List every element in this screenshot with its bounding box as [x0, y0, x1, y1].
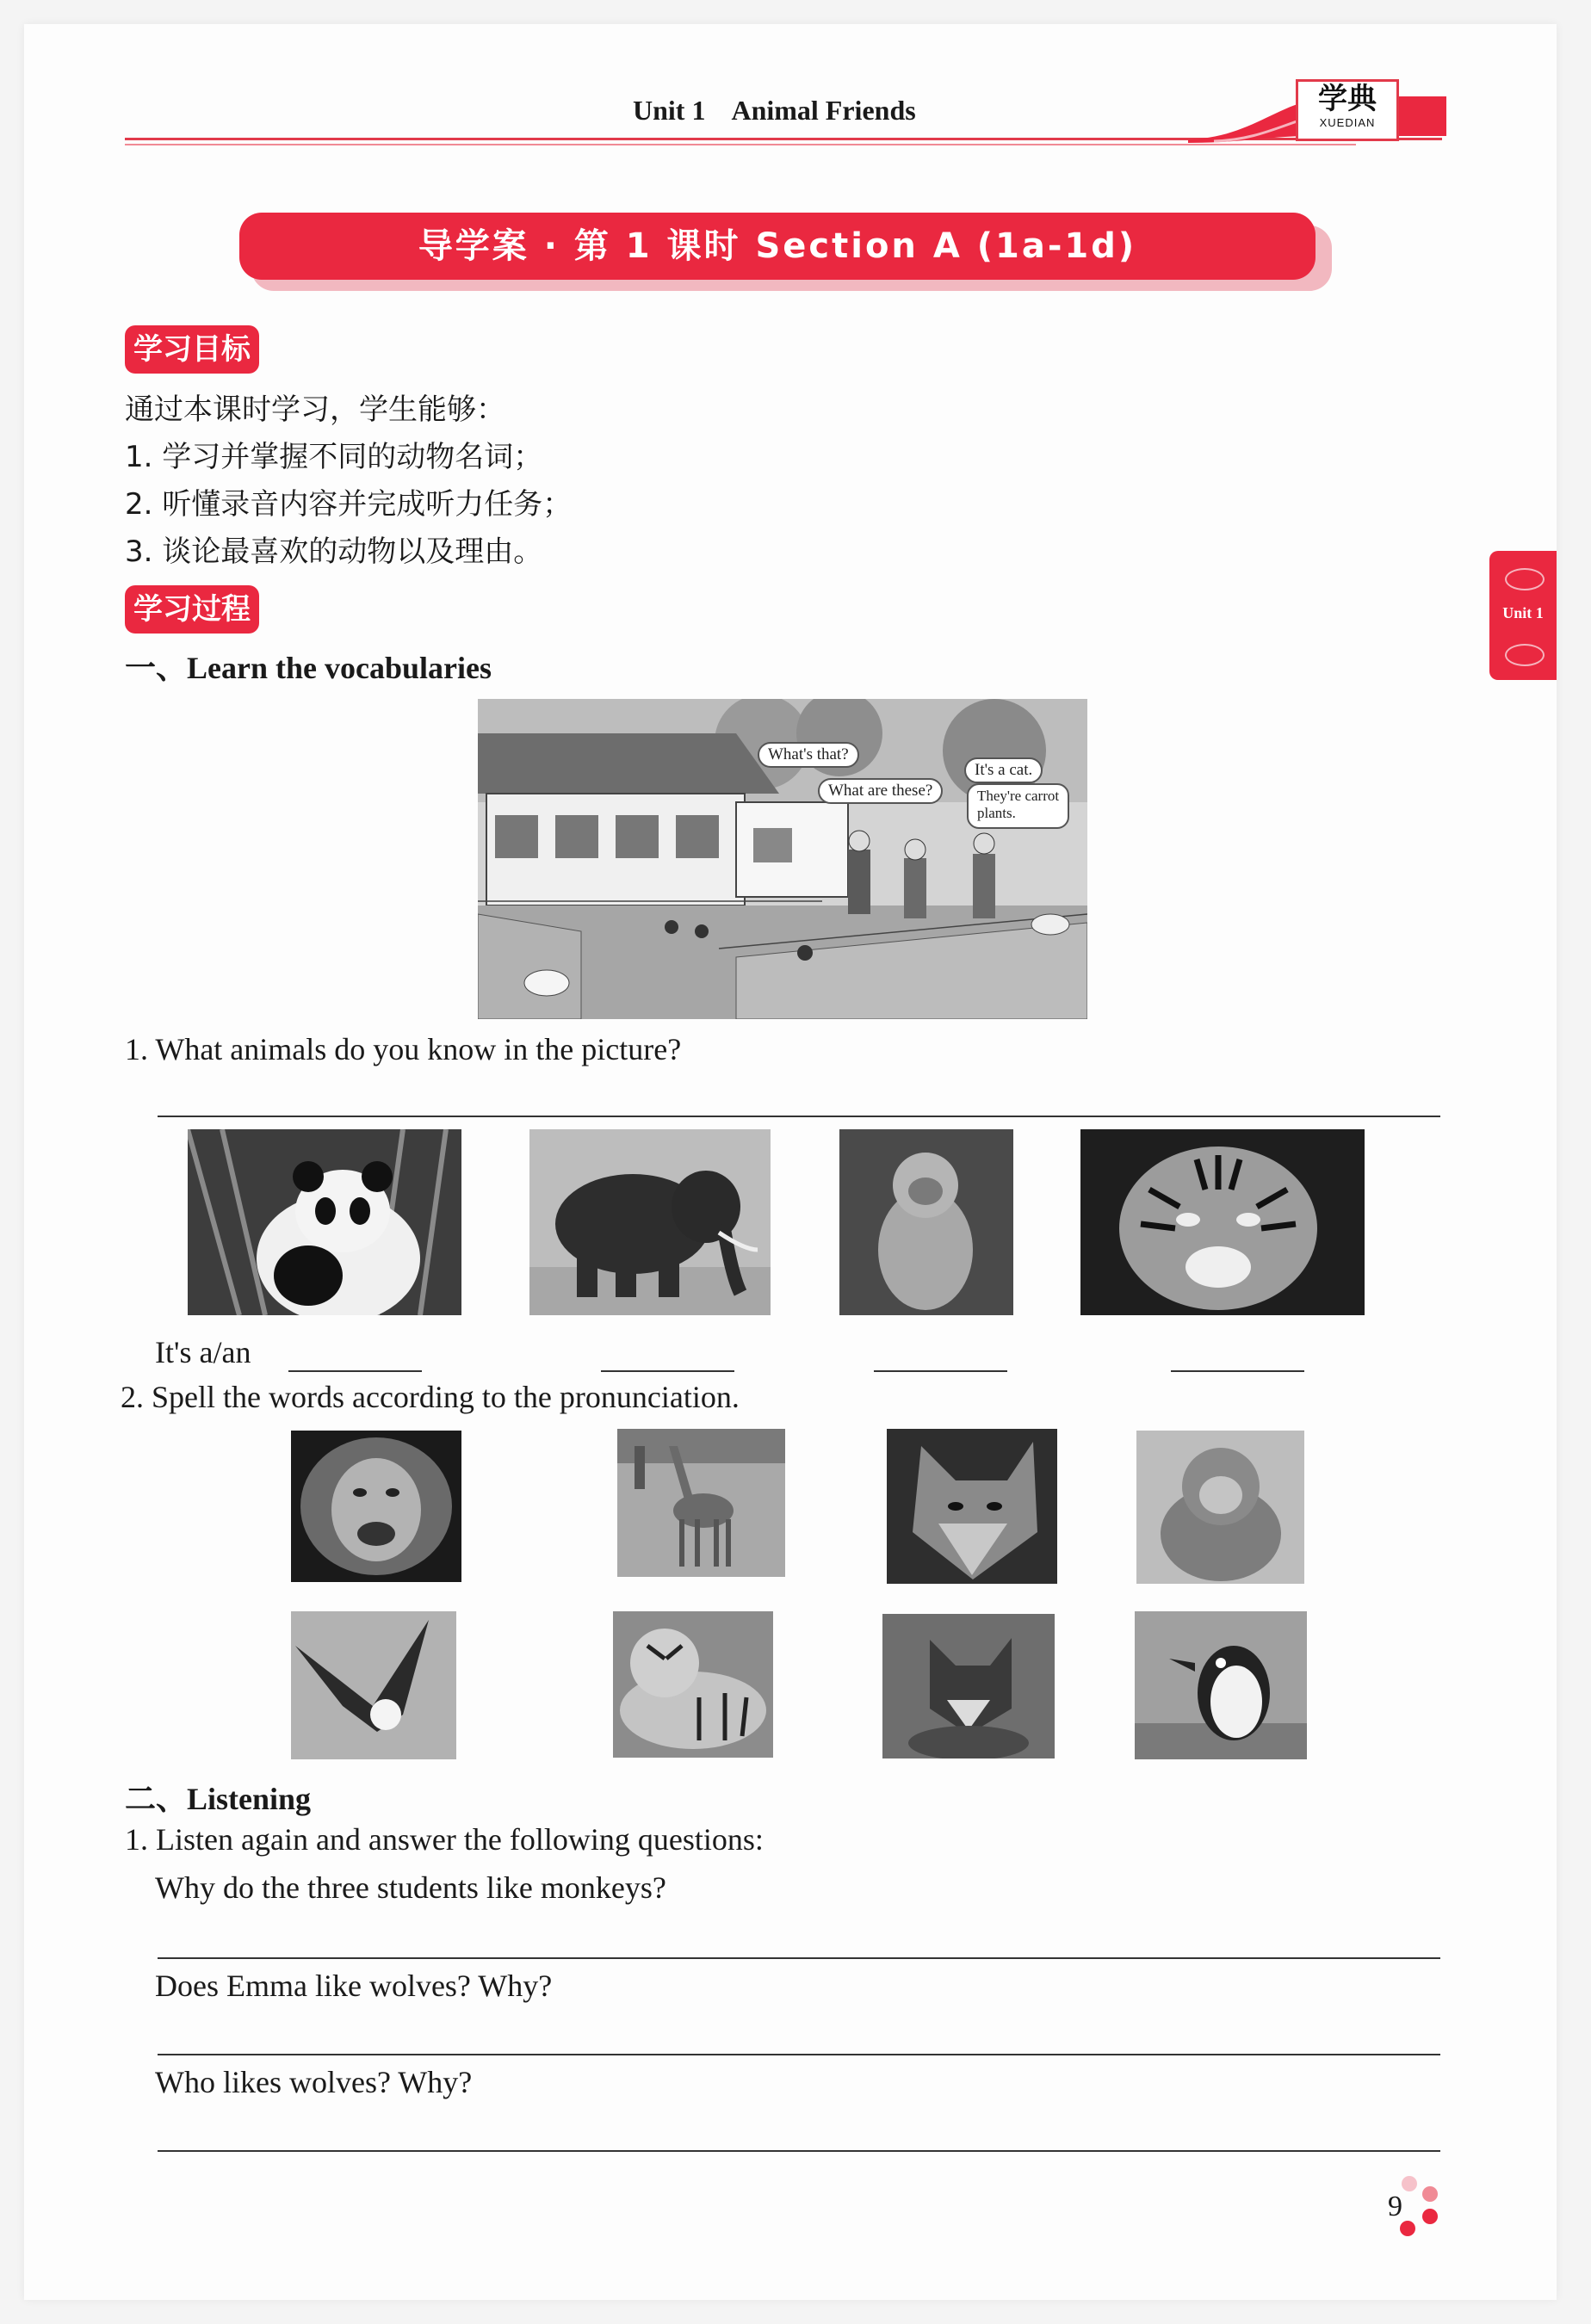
running-header [633, 95, 916, 127]
monkey-photo-2 [1136, 1431, 1304, 1584]
objective-item: 1. 学习并掌握不同的动物名词； [125, 440, 543, 474]
publisher-logo: 学典 XUEDIAN [1296, 79, 1399, 141]
page-number: 9 [1388, 2191, 1402, 2222]
wing-ornament-icon [1505, 644, 1545, 666]
blank-line[interactable] [288, 1370, 422, 1372]
side-tab-label: Unit 1 [1502, 604, 1544, 621]
question-1: 1. What animals do you know in the picture? [125, 1032, 682, 1066]
speech-bubble: What's that? [758, 742, 859, 768]
dot-ornament-icon [1402, 2176, 1417, 2191]
answer-line[interactable] [158, 1116, 1440, 1117]
giraffe-photo [617, 1429, 785, 1577]
sub-question-2: Does Emma like wolves? Why? [155, 1969, 553, 2003]
speech-bubble: What are these? [818, 778, 943, 804]
answer-line[interactable] [158, 1957, 1440, 1959]
part2-heading: 二、Listening [125, 1782, 312, 1816]
unit-label: Unit 1 [633, 95, 706, 126]
part1-heading: 一、Learn the vocabularies [125, 651, 492, 685]
fox-photo [882, 1614, 1055, 1758]
unit-side-tab[interactable] [1489, 551, 1557, 680]
monkey-photo [839, 1129, 1013, 1315]
answer-line[interactable] [158, 2054, 1440, 2055]
its-a-prompt: It's a/an [155, 1335, 251, 1369]
wolf-photo [887, 1429, 1057, 1584]
dot-ornament-icon [1422, 2186, 1438, 2202]
farm-scene-illustration [478, 699, 1087, 1019]
blank-line[interactable] [601, 1370, 734, 1372]
elephant-photo [529, 1129, 771, 1315]
blank-line[interactable] [874, 1370, 1007, 1372]
dot-ornament-icon [1400, 2221, 1415, 2236]
lesson-banner: 导学案 · 第 1 课时 Section A (1a-1d) [239, 213, 1316, 280]
process-tag: 学习过程 [125, 585, 259, 634]
listening-question: 1. Listen again and answer the following questions: [125, 1822, 764, 1857]
lion-photo [291, 1431, 461, 1582]
eagle-photo [291, 1611, 456, 1759]
wing-ornament-icon [1505, 568, 1545, 590]
objective-item: 3. 谈论最喜欢的动物以及理由。 [125, 535, 543, 569]
answer-line[interactable] [158, 2150, 1440, 2152]
penguin-photo [1135, 1611, 1307, 1759]
objectives-tag: 学习目标 [125, 325, 259, 374]
tiger-photo [1080, 1129, 1365, 1315]
speech-bubble: They're carrot plants. [967, 783, 1069, 829]
header-rule-secondary [125, 144, 1356, 145]
sub-question-3: Who likes wolves? Why? [155, 2065, 473, 2099]
tiger-photo-2 [613, 1611, 773, 1758]
objectives-intro: 通过本课时学习，学生能够： [125, 392, 505, 427]
blank-line[interactable] [1171, 1370, 1304, 1372]
dot-ornament-icon [1422, 2209, 1438, 2224]
sub-question-1: Why do the three students like monkeys? [155, 1870, 666, 1905]
objective-item: 2. 听懂录音内容并完成听力任务； [125, 487, 573, 522]
panda-photo [188, 1129, 461, 1315]
unit-title: Animal Friends [731, 95, 916, 126]
speech-bubble: It's a cat. [964, 757, 1043, 783]
question-2: 2. Spell the words according to the pronunciation. [121, 1380, 740, 1414]
